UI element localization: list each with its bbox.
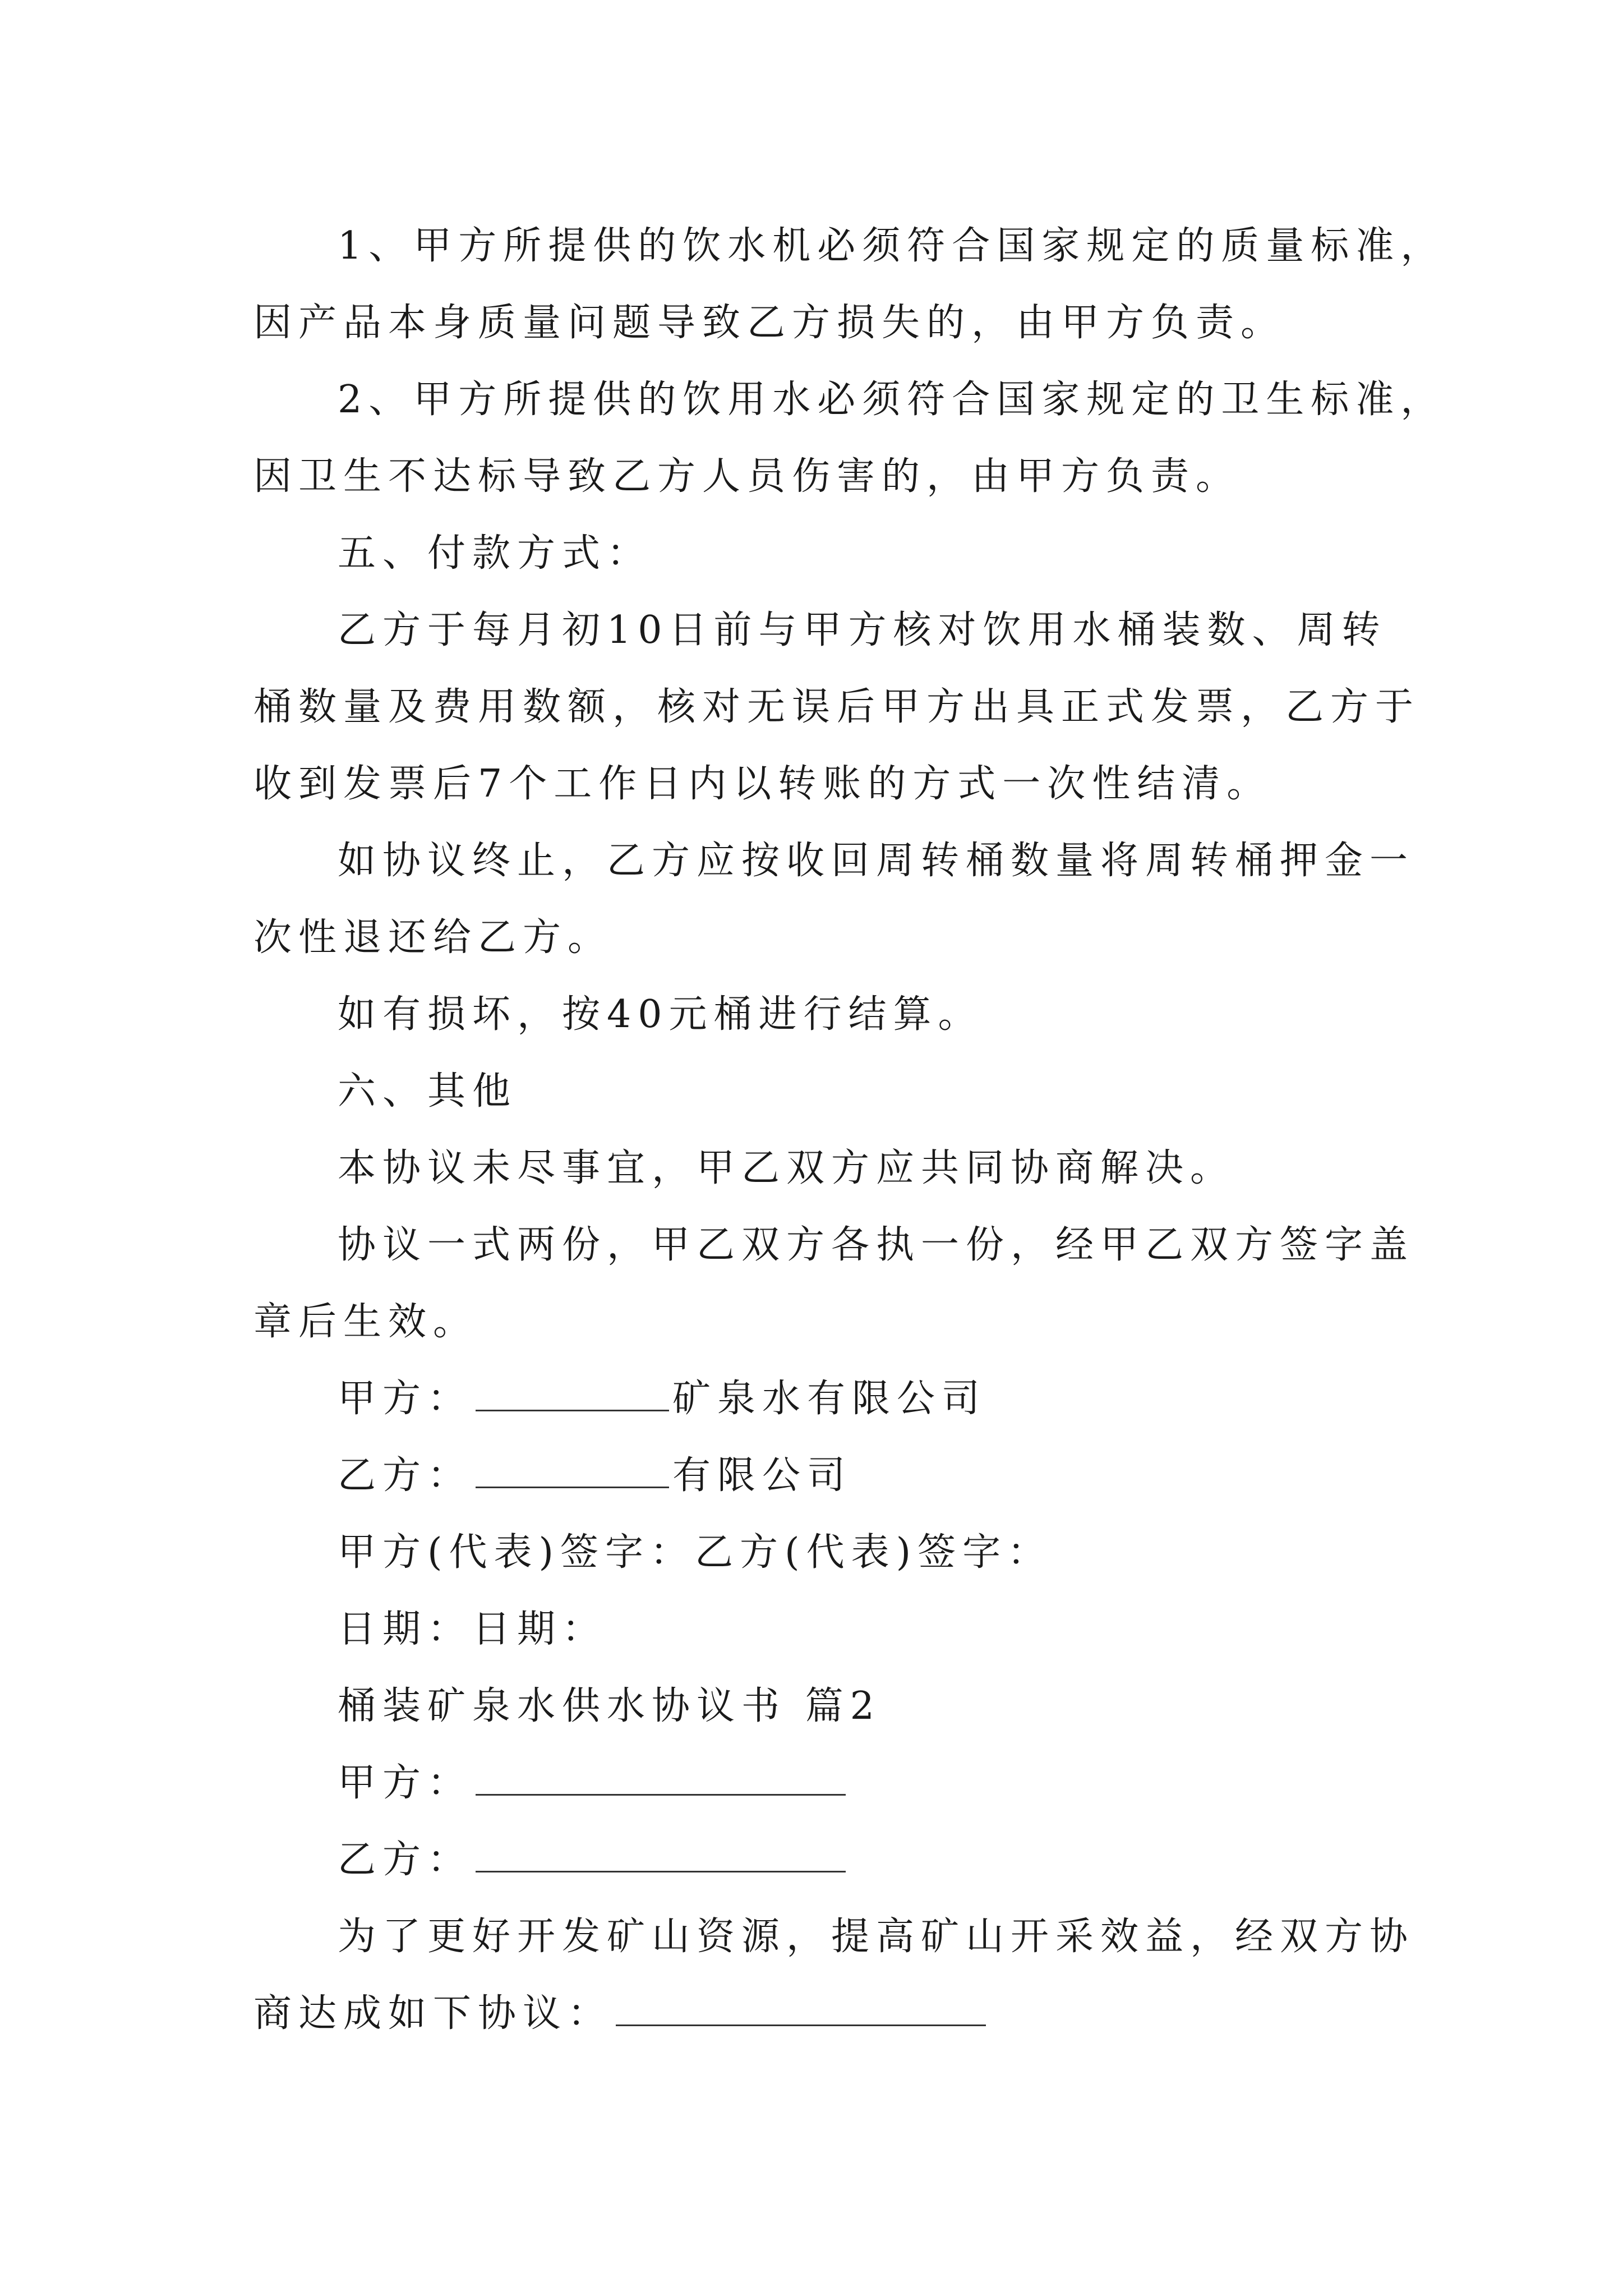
section-other-heading: 六、其他 bbox=[338, 1069, 518, 1114]
termination-para-line-2: 次性退还给乙方。 bbox=[253, 915, 613, 960]
section-payment-heading: 五、付款方式： bbox=[338, 531, 652, 576]
section-2-intro-text: 商达成如下协议： bbox=[253, 1991, 613, 2036]
signature-party-b bbox=[253, 1437, 1381, 1514]
section-2-party-b-blank bbox=[476, 1833, 846, 1872]
other-para-2-line-1: 协议一式两份，甲乙双方各执一份，经甲乙双方签字盖 bbox=[338, 1223, 1415, 1267]
payment-para-line-3: 收到发票后7个工作日内以转账的方式一次性结清。 bbox=[253, 762, 1272, 806]
party-a-label: 甲方： bbox=[338, 1377, 473, 1421]
section-2-party-b bbox=[253, 1821, 1381, 1898]
party-b-label: 乙方： bbox=[338, 1453, 473, 1498]
document-body bbox=[253, 208, 1446, 2052]
section-2-intro-line-1: 为了更好开发矿山资源，提高矿山开采效益，经双方协 bbox=[338, 1915, 1415, 1959]
section-2-party-a-blank bbox=[476, 1756, 846, 1796]
party-a-company: 矿泉水有限公司 bbox=[672, 1377, 987, 1421]
other-para-1: 本协议未尽事宜，甲乙双方应共同协商解决。 bbox=[338, 1146, 1235, 1190]
signature-party-a bbox=[253, 1360, 1381, 1437]
section-2-intro-line-2 bbox=[253, 1975, 1381, 2052]
section-2-title: 桶装矿泉水供水协议书 篇2 bbox=[338, 1684, 881, 1728]
other-para-2-line-2: 章后生效。 bbox=[253, 1300, 478, 1344]
section-2-party-a bbox=[253, 1745, 1381, 1821]
termination-para-line-1: 如协议终止，乙方应按收回周转桶数量将周转桶押金一 bbox=[338, 839, 1415, 883]
section-2-party-b-label: 乙方： bbox=[338, 1838, 473, 1882]
clause-1-line-2: 因产品本身质量问题导致乙方损失的，由甲方负责。 bbox=[253, 301, 1286, 345]
representative-signatures: 甲方(代表)签字：乙方(代表)签字： bbox=[338, 1530, 1053, 1575]
clause-1-line-1: 1、甲方所提供的饮水机必须符合国家规定的质量标准， bbox=[338, 224, 1446, 268]
party-b-blank bbox=[476, 1448, 669, 1488]
damage-para: 如有损坏，按40元桶进行结算。 bbox=[338, 992, 983, 1037]
payment-para-line-1: 乙方于每月初10日前与甲方核对饮用水桶装数、周转 bbox=[338, 608, 1387, 652]
clause-2-line-2: 因卫生不达标导致乙方人员伤害的，由甲方负责。 bbox=[253, 454, 1241, 499]
party-a-blank bbox=[476, 1372, 669, 1411]
section-2-intro-blank bbox=[616, 1986, 986, 2026]
clause-2-line-1: 2、甲方所提供的饮用水必须符合国家规定的卫生标准， bbox=[338, 378, 1446, 422]
party-b-company: 有限公司 bbox=[672, 1453, 852, 1498]
section-2-party-a-label: 甲方： bbox=[338, 1761, 473, 1805]
payment-para-line-2: 桶数量及费用数额，核对无误后甲方出具正式发票，乙方于 bbox=[253, 685, 1421, 729]
signature-dates: 日期：日期： bbox=[338, 1607, 607, 1651]
